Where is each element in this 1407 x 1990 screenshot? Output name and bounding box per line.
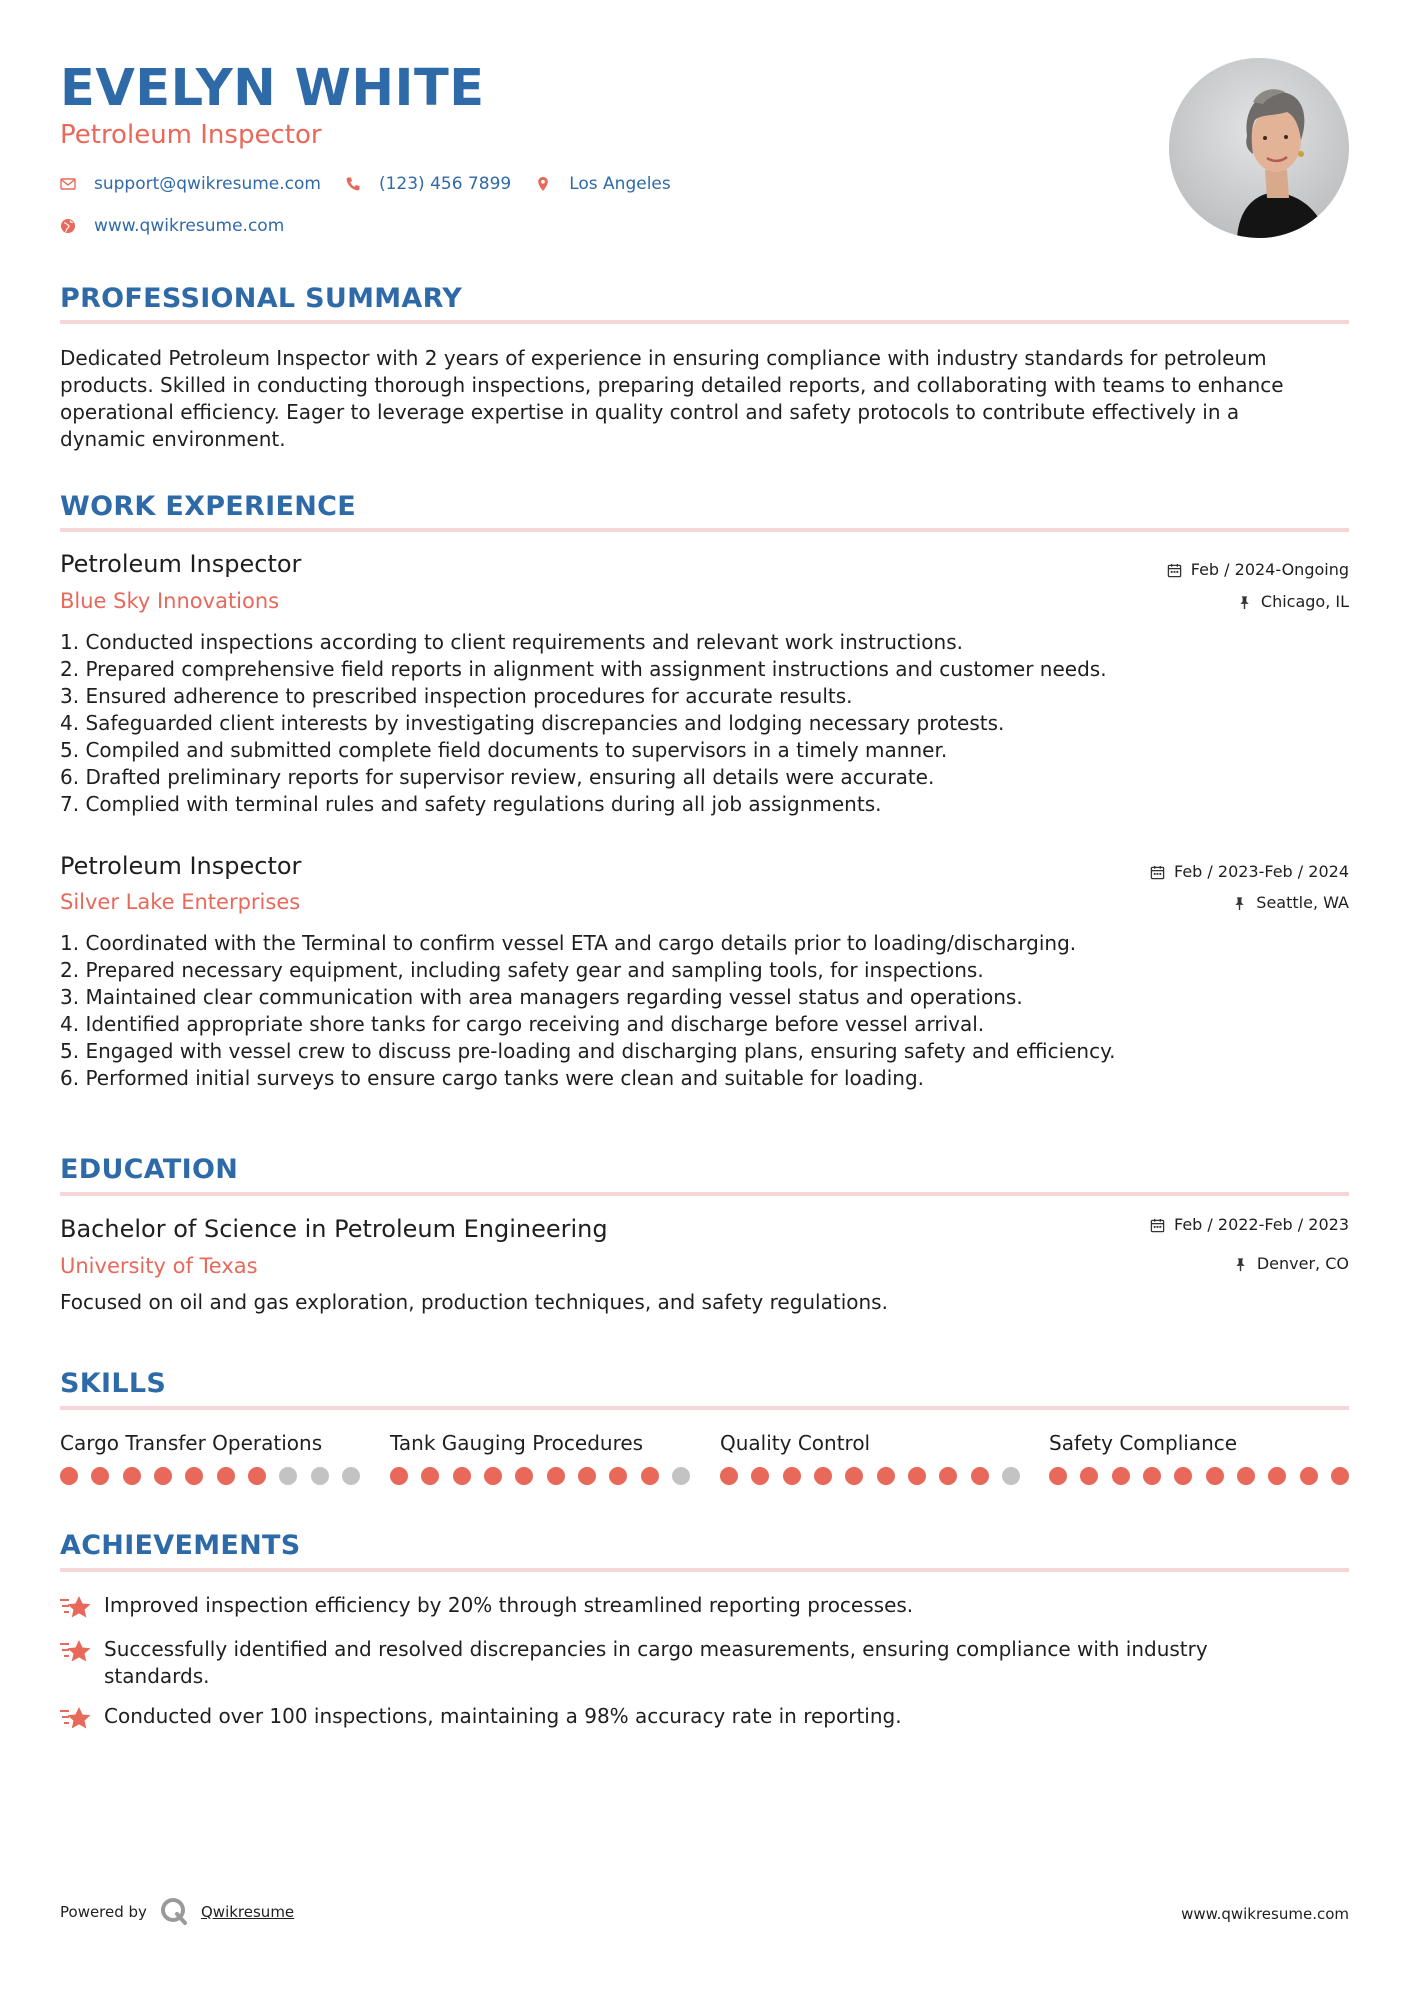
- skill-item: [1049, 1429, 1349, 1485]
- job-bullet: 3. Maintained clear communication with area managers regarding vessel status and operations.: [60, 985, 1023, 1009]
- skill-rating: [60, 1467, 360, 1485]
- skill-dot: [720, 1467, 738, 1485]
- summary-heading: PROFESSIONAL SUMMARY: [60, 283, 463, 314]
- skill-dot: [547, 1467, 565, 1485]
- skill-name: Cargo Transfer Operations: [60, 1431, 323, 1455]
- skill-dot: [1300, 1467, 1318, 1485]
- achievements-heading: ACHIEVEMENTS: [60, 1530, 301, 1561]
- star-icon: [60, 1593, 92, 1621]
- job-bullet: 1. Coordinated with the Terminal to confirm vessel ETA and cargo details prior to loading/discharging.: [60, 931, 1077, 955]
- degree-title: Bachelor of Science in Petroleum Engineering: [60, 1215, 608, 1243]
- experience-divider: [60, 528, 1349, 532]
- email-text[interactable]: support@qwikresume.com: [94, 174, 321, 194]
- education-heading: EDUCATION: [60, 1154, 239, 1185]
- envelope-icon: [60, 176, 76, 192]
- school-name: University of Texas: [60, 1254, 258, 1278]
- skill-dot: [515, 1467, 533, 1485]
- skill-dot: [453, 1467, 471, 1485]
- skill-dot: [1112, 1467, 1130, 1485]
- skill-dot: [1206, 1467, 1224, 1485]
- skill-dot: [971, 1467, 989, 1485]
- skill-item: [390, 1429, 690, 1485]
- job-bullet: 2. Prepared necessary equipment, including safety gear and sampling tools, for inspections.: [60, 958, 984, 982]
- job-bullet: 3. Ensured adherence to prescribed inspection procedures for accurate results.: [60, 684, 853, 708]
- job-bullet: 7. Complied with terminal rules and safety regulations during all job assignments.: [60, 792, 882, 816]
- skill-name: Quality Control: [720, 1431, 871, 1455]
- skills-divider: [60, 1406, 1349, 1410]
- contact-row: [60, 172, 695, 196]
- skill-dot: [217, 1467, 235, 1485]
- skill-dot: [1143, 1467, 1161, 1485]
- website-text[interactable]: www.qwikresume.com: [94, 216, 285, 236]
- skill-dot: [751, 1467, 769, 1485]
- job-bullet: 5. Engaged with vessel crew to discuss pre-loading and discharging plans, ensuring safety and efficiency.: [60, 1039, 1116, 1063]
- job-bullet: 6. Drafted preliminary reports for supervisor review, ensuring all details were accurate.: [60, 765, 935, 789]
- job-bullet: 4. Safeguarded client interests by investigating discrepancies and lodging necessary protests.: [60, 711, 1005, 735]
- skill-dot: [1002, 1467, 1020, 1485]
- skill-item: [720, 1429, 1020, 1485]
- education-dates-text: Feb / 2022-Feb / 2023: [1174, 1215, 1349, 1234]
- contact-website[interactable]: [60, 214, 284, 238]
- skill-dot: [1080, 1467, 1098, 1485]
- education-dates: [1150, 1214, 1349, 1236]
- achievement-text: [104, 1636, 1208, 1690]
- phone-icon: [345, 176, 361, 192]
- skill-dot: [908, 1467, 926, 1485]
- job-company: Silver Lake Enterprises: [60, 890, 301, 914]
- skill-dot: [390, 1467, 408, 1485]
- education-location-text: Denver, CO: [1256, 1254, 1349, 1273]
- skill-dot: [1237, 1467, 1255, 1485]
- profile-photo-image: [1169, 58, 1349, 238]
- job-title: Petroleum Inspector: [60, 852, 302, 880]
- skill-dot: [1331, 1467, 1349, 1485]
- brand-link[interactable]: Qwikresume: [201, 1903, 295, 1921]
- skill-dot: [783, 1467, 801, 1485]
- powered-by-label: Powered by: [60, 1903, 147, 1921]
- pushpin-icon: [1232, 896, 1247, 911]
- skill-dot: [877, 1467, 895, 1485]
- job-dates: [1167, 559, 1349, 581]
- star-icon: [60, 1637, 92, 1665]
- job-dates-text: Feb / 2024-Ongoing: [1190, 560, 1349, 579]
- skill-dot: [311, 1467, 329, 1485]
- job-location-text: Chicago, IL: [1260, 592, 1349, 611]
- skill-dot: [91, 1467, 109, 1485]
- skill-dot: [342, 1467, 360, 1485]
- achievement-item: [60, 1592, 1349, 1621]
- skill-dot: [60, 1467, 78, 1485]
- pushpin-icon: [1237, 595, 1252, 610]
- skill-dot: [939, 1467, 957, 1485]
- job-location: [1237, 591, 1349, 613]
- achievement-text: Conducted over 100 inspections, maintaining a 98% accuracy rate in reporting.: [104, 1704, 902, 1728]
- skill-dot: [248, 1467, 266, 1485]
- skills-heading: SKILLS: [60, 1368, 167, 1399]
- star-icon: [60, 1704, 92, 1732]
- skill-dot: [672, 1467, 690, 1485]
- summary-line: operational efficiency. Eager to leverage expertise in quality control and safety protocols to contribute effectively in a: [60, 400, 1240, 424]
- skill-dot: [421, 1467, 439, 1485]
- skill-dot: [641, 1467, 659, 1485]
- skill-dot: [484, 1467, 502, 1485]
- globe-icon: [60, 218, 76, 234]
- summary-divider: [60, 320, 1349, 324]
- achievement-text: Improved inspection efficiency by 20% through streamlined reporting processes.: [104, 1593, 914, 1617]
- skill-dot: [609, 1467, 627, 1485]
- skill-dot: [279, 1467, 297, 1485]
- contact-email[interactable]: [60, 172, 321, 196]
- map-pin-icon: [535, 176, 551, 192]
- qwikresume-logo-icon: [159, 1896, 189, 1926]
- contact-location: [535, 172, 671, 196]
- achievement-item: [60, 1636, 1349, 1690]
- job-bullet: 5. Compiled and submitted complete field documents to supervisors in a timely manner.: [60, 738, 948, 762]
- education-divider: [60, 1192, 1349, 1196]
- experience-heading: WORK EXPERIENCE: [60, 491, 356, 522]
- job-dates: [1150, 861, 1349, 883]
- job-dates-text: Feb / 2023-Feb / 2024: [1174, 862, 1349, 881]
- skill-dot: [123, 1467, 141, 1485]
- pushpin-icon: [1233, 1257, 1248, 1272]
- skill-name: Tank Gauging Procedures: [390, 1431, 644, 1455]
- skill-dot: [578, 1467, 596, 1485]
- skill-item: [60, 1429, 360, 1485]
- footer-website[interactable]: www.qwikresume.com: [1181, 1905, 1349, 1923]
- skill-rating: [390, 1467, 690, 1485]
- candidate-name: EVELYN WHITE: [60, 59, 485, 118]
- contact-row-website: [60, 214, 308, 238]
- job-bullet: 4. Identified appropriate shore tanks for cargo receiving and discharge before vessel arrival.: [60, 1012, 985, 1036]
- job-bullets: [60, 629, 1349, 818]
- job-bullet: 1. Conducted inspections according to client requirements and relevant work instructions.: [60, 630, 963, 654]
- resume-page: [60, 0, 1349, 1990]
- summary-line: Dedicated Petroleum Inspector with 2 years of experience in ensuring compliance with industry standards for petroleum: [60, 346, 1267, 370]
- summary-text: [60, 345, 1349, 453]
- job-location-text: Seattle, WA: [1256, 893, 1349, 912]
- education-location: [1233, 1253, 1349, 1275]
- skill-dot: [154, 1467, 172, 1485]
- job-bullet: 2. Prepared comprehensive field reports in alignment with assignment instructions and customer needs.: [60, 657, 1107, 681]
- skill-dot: [185, 1467, 203, 1485]
- achievement-line: Successfully identified and resolved discrepancies in cargo measurements, ensuring compliance with industry: [104, 1637, 1208, 1661]
- skill-dot: [1174, 1467, 1192, 1485]
- contact-phone[interactable]: [345, 172, 511, 196]
- profile-photo: [1169, 58, 1349, 238]
- calendar-icon: [1167, 563, 1182, 578]
- skill-dot: [1049, 1467, 1067, 1485]
- summary-line: products. Skilled in conducting thorough inspections, preparing detailed reports, and collaborating with teams to enhance: [60, 373, 1284, 397]
- job-bullets: [60, 930, 1349, 1092]
- job-company: Blue Sky Innovations: [60, 589, 280, 613]
- job-location: [1232, 892, 1349, 914]
- calendar-icon: [1150, 1218, 1165, 1233]
- achievement-line: standards.: [104, 1664, 210, 1688]
- skill-dot: [845, 1467, 863, 1485]
- achievement-item: [60, 1703, 1349, 1732]
- achievements-divider: [60, 1568, 1349, 1572]
- calendar-icon: [1150, 865, 1165, 880]
- skill-dot: [814, 1467, 832, 1485]
- phone-text[interactable]: (123) 456 7899: [378, 174, 512, 194]
- job-bullet: 6. Performed initial surveys to ensure cargo tanks were clean and suitable for loading.: [60, 1066, 925, 1090]
- education-description: Focused on oil and gas exploration, production techniques, and safety regulations.: [60, 1290, 888, 1314]
- candidate-title: Petroleum Inspector: [60, 120, 322, 150]
- skill-rating: [720, 1467, 1020, 1485]
- skill-dot: [1268, 1467, 1286, 1485]
- skill-rating: [1049, 1467, 1349, 1485]
- location-text: Los Angeles: [569, 174, 671, 194]
- job-title: Petroleum Inspector: [60, 550, 302, 578]
- skill-name: Safety Compliance: [1049, 1431, 1238, 1455]
- footer: [60, 1896, 1349, 1930]
- summary-line: dynamic environment.: [60, 427, 286, 451]
